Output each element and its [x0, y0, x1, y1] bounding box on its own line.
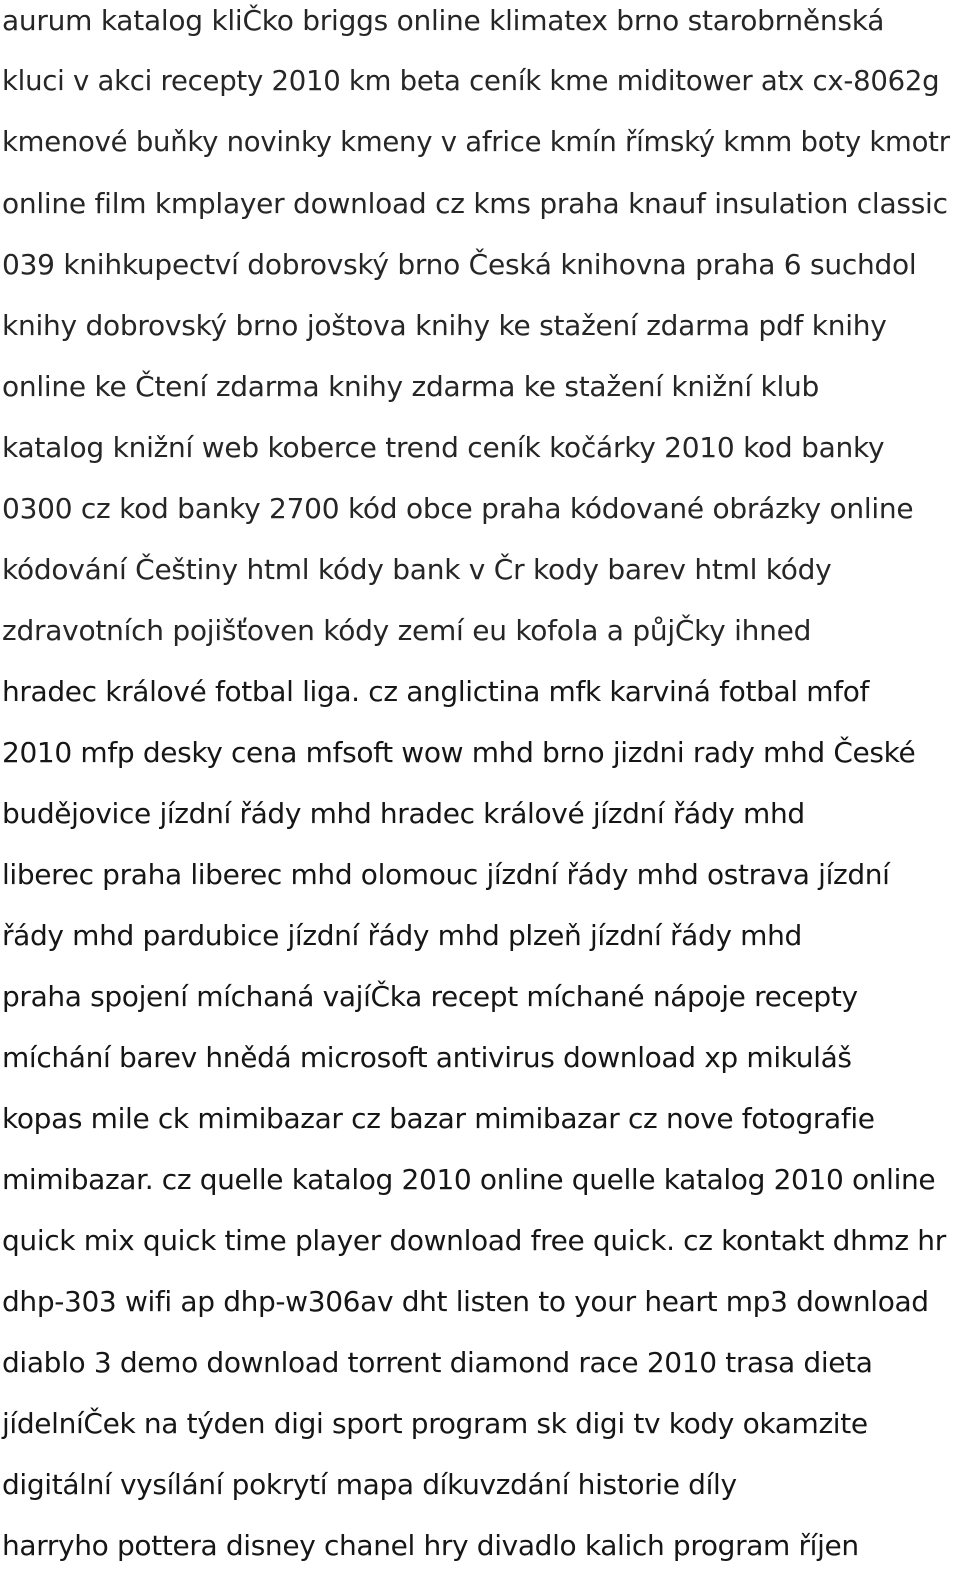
text-line: diablo 3 demo download torrent diamond race 2010 trasa dieta [2, 1346, 873, 1379]
text-line: 0300 cz kod banky 2700 kód obce praha kódované obrázky online [2, 492, 914, 525]
text-line: harryho pottera disney chanel hry divadlo kalich program říjen [2, 1529, 859, 1562]
text-line: řády mhd pardubice jízdní řády mhd plzeň jízdní řády mhd [2, 919, 802, 952]
text-line: 039 knihkupectví dobrovský brno Česká knihovna praha 6 suchdol [2, 248, 917, 281]
text-line: kódování Češtiny html kódy bank v Čr kody barev html kódy [2, 553, 832, 586]
text-line: hradec králové fotbal liga. cz anglictina mfk karviná fotbal mfof [2, 675, 870, 708]
text-line: dhp-303 wifi ap dhp-w306av dht listen to your heart mp3 download [2, 1285, 929, 1318]
text-line: zdravotních pojišťoven kódy zemí eu kofola a půjČky ihned [2, 614, 812, 647]
text-line: digitální vysílání pokrytí mapa díkuvzdání historie díly [2, 1468, 737, 1501]
text-line: mimibazar. cz quelle katalog 2010 online quelle katalog 2010 online [2, 1163, 936, 1196]
text-line: online film kmplayer download cz kms praha knauf insulation classic [2, 187, 948, 220]
text-line: online ke Čtení zdarma knihy zdarma ke stažení knižní klub [2, 370, 820, 403]
text-line: katalog knižní web koberce trend ceník kočárky 2010 kod banky [2, 431, 885, 464]
text-line: knihy dobrovský brno joštova knihy ke stažení zdarma pdf knihy [2, 309, 887, 342]
text-line: kluci v akci recepty 2010 km beta ceník kme miditower atx cx-8062g [2, 65, 940, 97]
text-line: budějovice jízdní řády mhd hradec králové jízdní řády mhd [2, 797, 805, 830]
text-line: praha spojení míchaná vajíČka recept míchané nápoje recepty [2, 980, 858, 1013]
text-line: 2010 mfp desky cena mfsoft wow mhd brno jizdni rady mhd České [2, 736, 916, 769]
text-line: kmenové buňky novinky kmeny v africe kmín římský kmm boty kmotr [2, 126, 950, 158]
text-line: jídelníČek na týden digi sport program sk digi tv kody okamzite [2, 1407, 868, 1440]
text-line: aurum katalog kliČko briggs online klimatex brno starobrněnská [2, 4, 885, 37]
text-line: quick mix quick time player download free quick. cz kontakt dhmz hr [2, 1224, 946, 1257]
text-line: liberec praha liberec mhd olomouc jízdní řády mhd ostrava jízdní [2, 858, 890, 891]
text-line: kopas mile ck mimibazar cz bazar mimibazar cz nove fotografie [2, 1102, 875, 1135]
text-line: míchání barev hnědá microsoft antivirus download xp mikuláš [2, 1041, 852, 1074]
